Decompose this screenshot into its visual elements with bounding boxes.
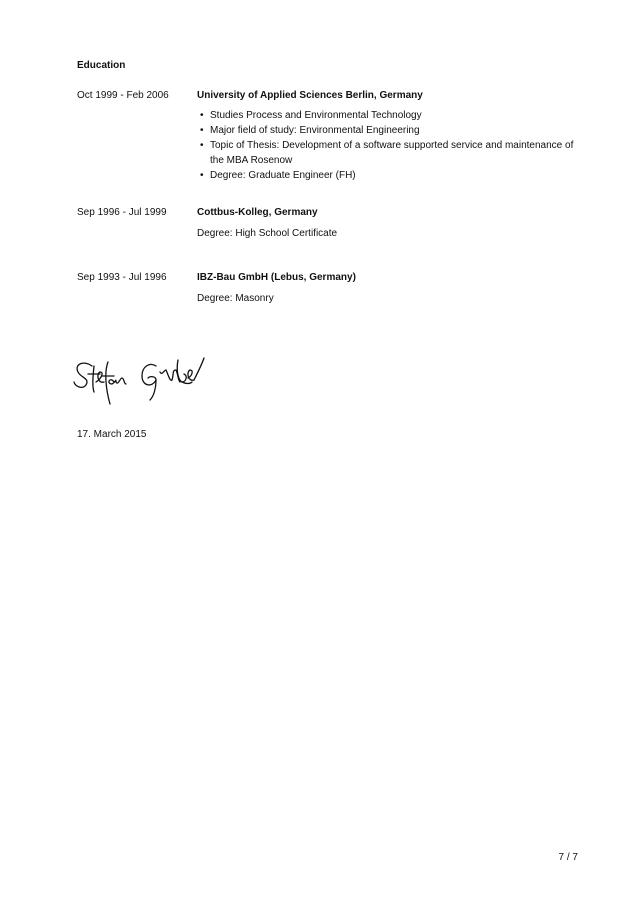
bullet-icon: •: [200, 140, 204, 151]
section-title-education: Education: [77, 60, 126, 71]
bullet-icon: •: [200, 110, 204, 121]
bullet-item: • Studies Process and Environmental Technology: [200, 110, 422, 121]
entry-bullet-list: [197, 108, 597, 183]
entry-institution: IBZ-Bau GmbH (Lebus, Germany): [197, 272, 356, 283]
entry-detail: Degree: Masonry: [197, 293, 274, 304]
bullet-item: • Topic of Thesis: Development of a software supported service and maintenance of the MBA Rosenow: [200, 140, 574, 166]
entry-dates: Sep 1993 - Jul 1996: [77, 272, 167, 283]
entry-institution: University of Applied Sciences Berlin, Germany: [197, 90, 423, 101]
bullet-item: • Major field of study: Environmental Engineering: [200, 125, 420, 136]
entry-detail: Degree: High School Certificate: [197, 228, 338, 239]
bullet-icon: •: [200, 170, 204, 181]
signature-image: [70, 352, 210, 412]
entry-dates: Oct 1999 - Feb 2006: [77, 90, 169, 101]
entry-dates: Sep 1996 - Jul 1999: [77, 207, 167, 218]
bullet-icon: •: [200, 125, 204, 136]
page-number: 7 / 7: [558, 852, 578, 863]
bullet-item: • Degree: Graduate Engineer (FH): [200, 170, 356, 181]
signature-date: 17. March 2015: [77, 429, 147, 440]
entry-institution: Cottbus-Kolleg, Germany: [197, 207, 318, 218]
